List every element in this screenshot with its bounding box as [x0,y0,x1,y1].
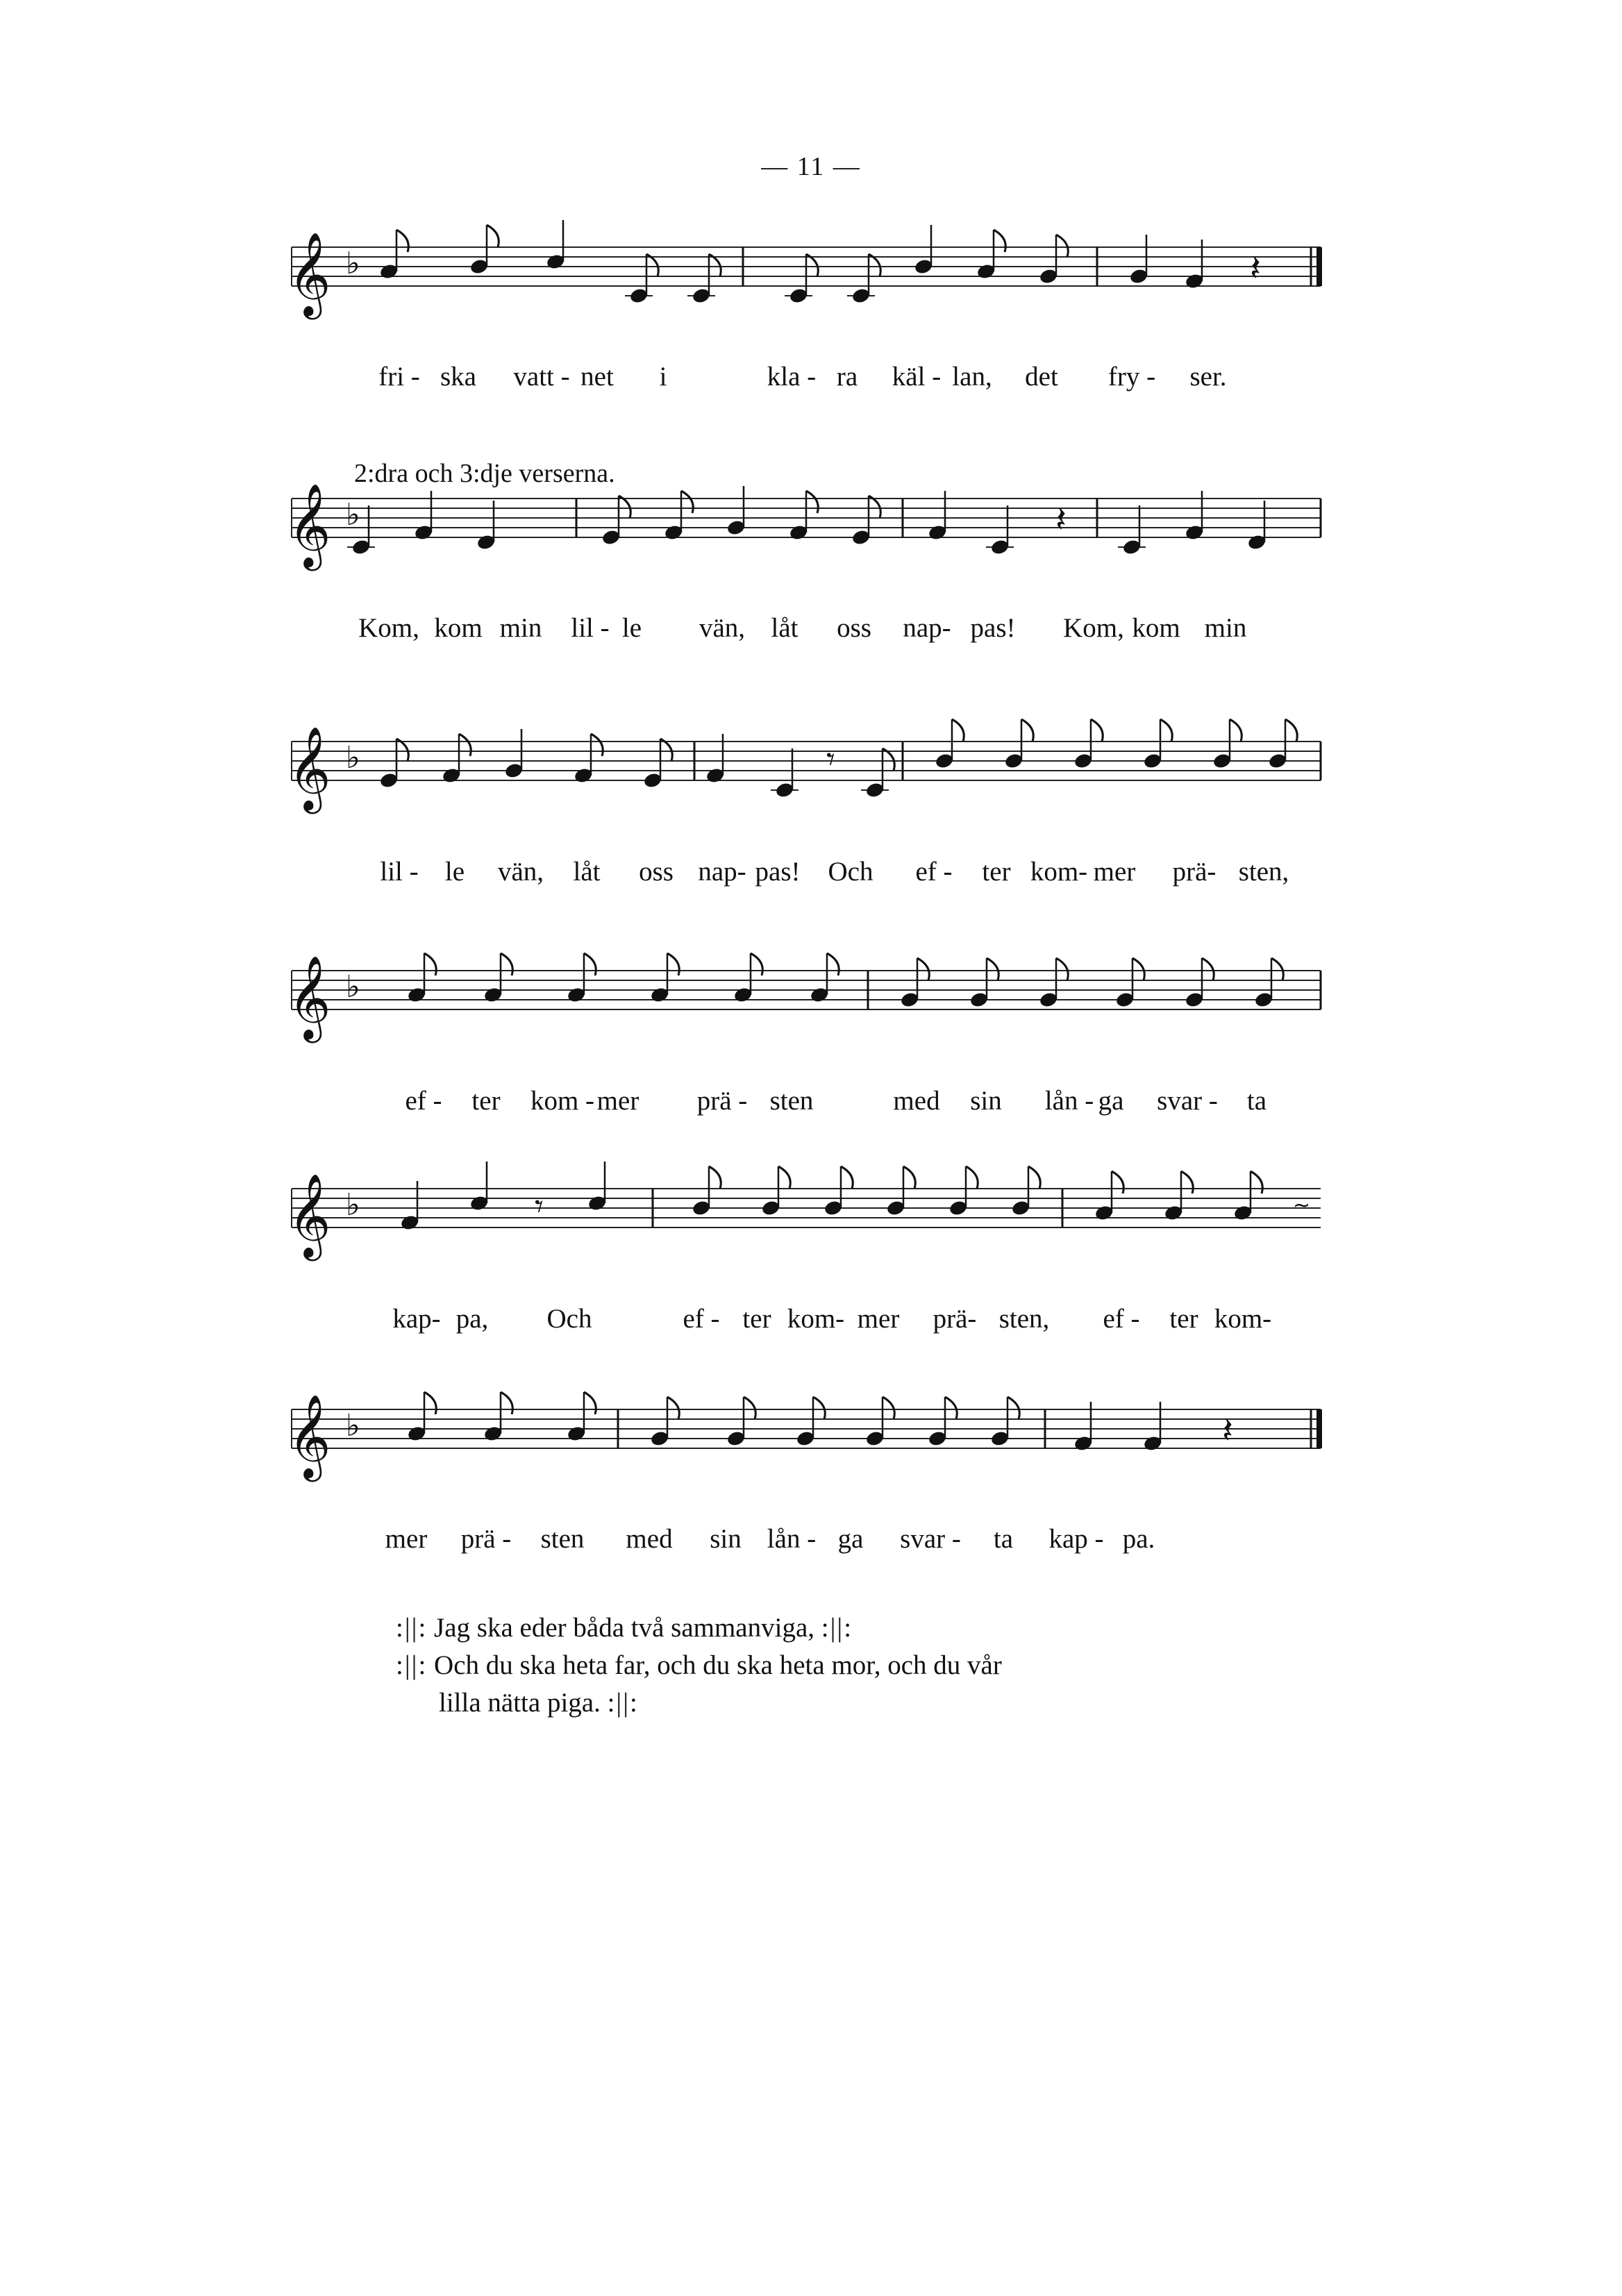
note-flag [459,734,471,756]
note-flag [966,1166,978,1189]
lyric-syllable: nap- [698,857,746,887]
lyric-syllable: prä- [933,1304,977,1334]
verse-line-2 [396,1647,1298,1684]
flat-sign-icon: ♭ [346,969,360,1005]
note-flag [1091,719,1103,741]
note-flag [945,1397,957,1419]
note-flag [681,491,693,513]
note-flag [1160,719,1172,741]
lyric-syllable: kom- [1214,1304,1272,1334]
lyric-syllable: lil - [571,613,610,643]
lyric-syllable: prä - [460,1524,512,1554]
flat-sign-icon: ♭ [346,497,360,533]
repeat-close-sign: :||: [821,1613,853,1643]
lyric-syllable: ra [836,362,858,392]
lyric-syllable: Och [546,1304,592,1334]
note-flag [487,225,499,247]
note-flag [841,1166,853,1189]
lyric-syllable: vatt - [513,362,570,392]
treble-clef-icon: 𝄞 [288,955,331,1039]
lyric-syllable: med [626,1524,673,1554]
note-flag [883,1397,894,1419]
verse-line-2-text: Och du ska heta far, och du ska heta mor, och du vår [434,1650,1002,1680]
verse-line-1 [396,1609,1298,1647]
note-flag [591,734,603,756]
note-flag [667,1397,679,1419]
lyric-syllable: ser. [1189,362,1227,392]
treble-clef-icon: 𝄞 [288,1173,331,1257]
lyric-syllable: oss [837,613,871,643]
final-barline-thick [1316,1409,1322,1448]
note-flag [1112,1171,1123,1193]
note-flag [1056,235,1068,257]
lyric-syllable: sten, [998,1304,1050,1334]
staff-system [288,953,1321,1043]
note-flag [501,953,512,975]
wavy-continuation-icon: ~ [1293,1193,1311,1218]
note-flag [1028,1166,1040,1189]
note-flag [424,1392,436,1414]
note-flag [994,230,1005,252]
eighth-rest-icon: 𝄾 [826,740,835,779]
treble-clef-icon: 𝄞 [288,483,331,567]
note-flag [667,953,679,975]
staff-system [288,1162,1321,1261]
note-flag [917,958,929,980]
verse-text [396,1609,1298,1722]
staff-system [288,483,1321,571]
note-flag [1056,958,1068,980]
lyric-syllable: svar - [900,1524,961,1554]
lyric-syllable: låt [573,857,601,887]
lyric-syllable: sin [970,1086,1002,1116]
lyric-syllable: lån - [1044,1086,1094,1116]
lyric-syllable: prä - [696,1086,748,1116]
note-flag [744,1397,755,1419]
note-flag [806,491,818,513]
note-flag [396,230,408,252]
lyric-syllable: sin [710,1524,742,1554]
lyric-syllable: sten, [1238,857,1289,887]
note-flag [1271,958,1283,980]
staff-system [288,220,1322,319]
lyric-syllable: ta [993,1524,1014,1554]
lyric-syllable: vän, [497,857,544,887]
note-flag [1202,958,1214,980]
lyric-syllable: ska [440,362,476,392]
lyric-syllable: mer [385,1524,428,1554]
lyric-syllable: sten [540,1524,585,1554]
lyric-syllable: med [893,1086,940,1116]
lyric-syllable: kom [1132,613,1180,643]
lyric-syllable: ter [982,857,1011,887]
lyric-syllable: lån - [767,1524,817,1554]
note-flag [813,1397,825,1419]
note-flag [1230,719,1241,741]
verse-heading: 2:dra och 3:dje verserna. [354,459,615,488]
verse-line-3 [396,1684,1298,1722]
lyric-syllable: fri - [378,362,420,392]
flat-sign-icon: ♭ [346,1408,360,1443]
lyric-syllable: oss [639,857,674,887]
lyric-syllable: ta [1246,1086,1267,1116]
lyric-syllable: lil - [380,857,419,887]
lyric-syllable: kom [434,613,483,643]
verse-line-1-text: Jag ska eder båda två sammanviga, [434,1613,815,1643]
lyric-syllable: le [444,857,465,887]
note-flag [501,1392,512,1414]
note-flag [827,953,839,975]
final-barline-thick [1316,247,1322,286]
lyric-syllable: mer [1093,857,1136,887]
treble-clef-icon: 𝄞 [288,726,331,810]
note-flag [751,953,762,975]
lyric-syllable: kom- [1030,857,1088,887]
lyric-syllable: min [1204,613,1247,643]
lyric-syllable: mer [857,1304,900,1334]
lyric-syllable: låt [771,613,799,643]
quarter-rest-icon: 𝄽 [1250,248,1261,290]
lyric-syllable: ga [837,1524,864,1554]
lyric-syllable: vän, [699,613,746,643]
lyric-syllable: kap - [1048,1524,1104,1554]
note-flag [1181,1171,1193,1193]
lyric-syllable: Och [828,857,873,887]
lyric-syllable: kla - [767,362,817,392]
lyric-syllable: kom- [787,1304,845,1334]
lyric-syllable: fry - [1107,362,1156,392]
lyric-syllable: Kom, [1063,613,1124,643]
lyric-syllable: mer [596,1086,639,1116]
note-flag [952,719,964,741]
lyric-syllable: ef - [1103,1304,1140,1334]
lyric-syllable: prä- [1172,857,1216,887]
note-flag [1008,1397,1019,1419]
repeat-open-sign: :||: [396,1613,428,1643]
lyric-syllable: ef - [915,857,953,887]
quarter-rest-icon: 𝄽 [1055,499,1067,541]
lyric-syllable: nap- [903,613,951,643]
note-flag [709,1166,721,1189]
lyric-syllable: ef - [405,1086,442,1116]
lyric-syllable: pas! [755,857,801,887]
lyric-syllable: kap- [392,1304,441,1334]
quarter-rest-icon: 𝄽 [1222,1410,1233,1452]
lyric-syllable: ter [1169,1304,1198,1334]
staff-system [288,719,1321,814]
lyric-syllable: svar - [1157,1086,1218,1116]
note-flag [987,958,998,980]
lyric-syllable: ter [742,1304,771,1334]
treble-clef-icon: 𝄞 [288,231,331,316]
verse-line-3-text: lilla nätta piga. [439,1688,601,1718]
lyric-syllable: Kom, [358,613,419,643]
eighth-rest-icon: 𝄾 [535,1187,544,1226]
note-flag [584,953,596,975]
flat-sign-icon: ♭ [346,740,360,776]
note-flag [1021,719,1033,741]
lyric-syllable: i [659,362,667,392]
lyric-syllable: sten [769,1086,814,1116]
lyric-syllable: net [580,362,614,392]
staff-system [288,1392,1322,1482]
flat-sign-icon: ♭ [346,1187,360,1223]
repeat-open-sign: :||: [396,1650,428,1680]
note-flag [903,1166,915,1189]
repeat-close-sign: :||: [607,1688,639,1718]
note-flag [1251,1171,1262,1193]
lyric-syllable: ter [471,1086,501,1116]
lyric-syllable: ef - [683,1304,720,1334]
note-flag [584,1392,596,1414]
lyric-syllable: le [621,613,642,643]
page-number: — 11 — [761,152,861,181]
lyric-syllable: det [1025,362,1058,392]
note-flag [1285,719,1297,741]
note-flag [424,953,436,975]
note-flag [778,1166,790,1189]
lyric-syllable: käl - [892,362,942,392]
note-flag [1132,958,1144,980]
treble-clef-icon: 𝄞 [288,1393,331,1478]
lyric-syllable: lan, [952,362,992,392]
lyric-syllable: pas! [970,613,1016,643]
lyric-syllable: ga [1098,1086,1124,1116]
lyric-syllable: pa, [455,1304,489,1334]
flat-sign-icon: ♭ [346,246,360,281]
lyric-syllable: pa. [1122,1524,1155,1554]
lyric-syllable: kom - [530,1086,595,1116]
lyric-syllable: min [499,613,542,643]
